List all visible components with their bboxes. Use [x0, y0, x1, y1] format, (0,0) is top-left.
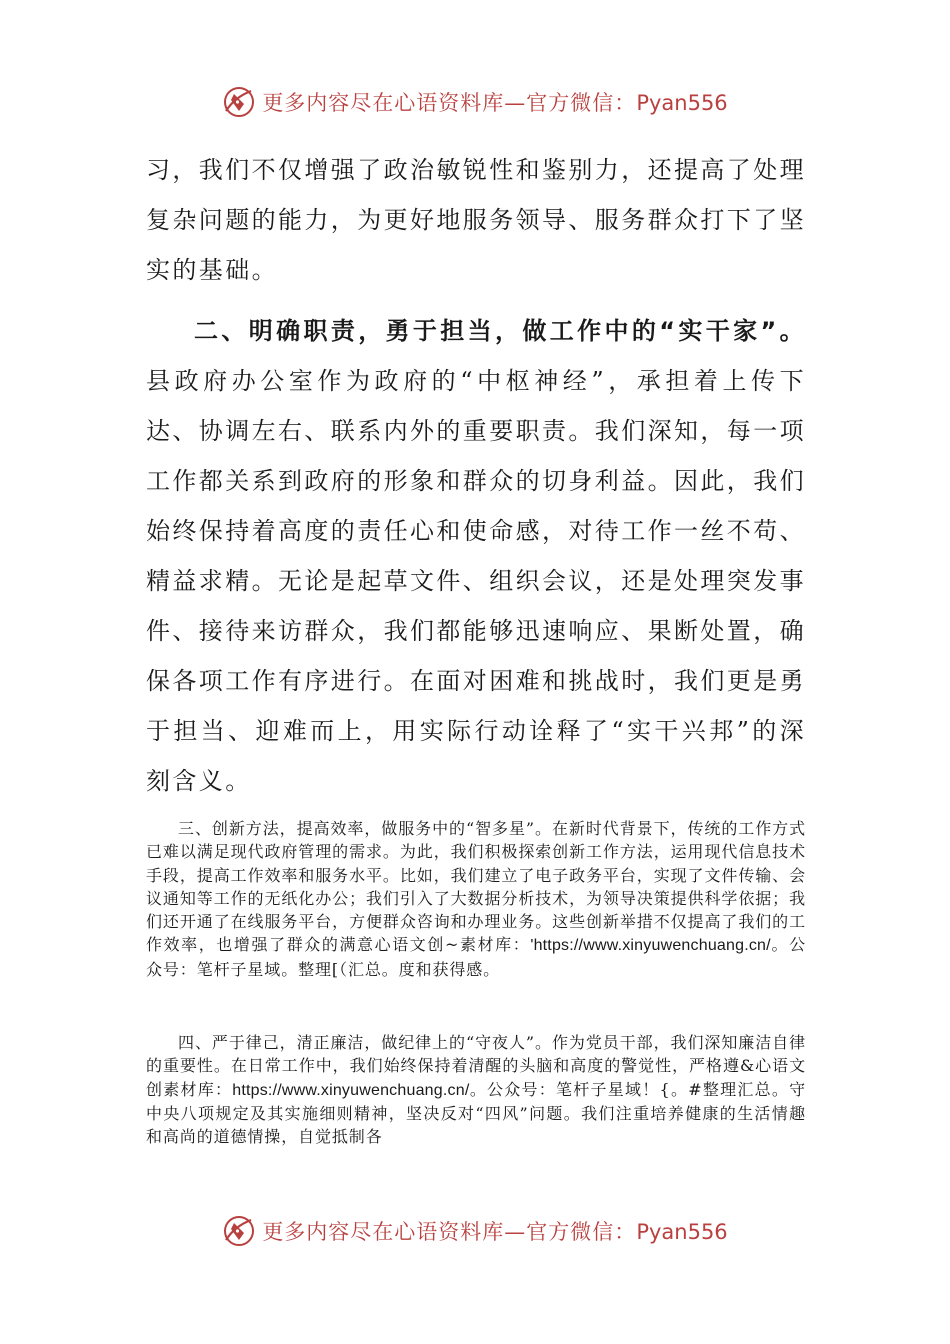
section-3-url: 'https://www.xinyuwenchuang.cn/: [530, 937, 771, 955]
section-3: 三、创新方法，提高效率，做服务中的“智多星”。在新时代背景下，传统的工作方式已难以满足现代政府管理的需求。为此，我们积极探索创新工作方法，运用现代信息技术手段，提高工作效率和服务水平。比如，我们建立了电子政务平台，实现了文件传输、会议通知等工作的无纸化办公；我们引入了大数据分析技术，为领导决策提供科学依据；我们还开通了在线服务平台，方便群众咨询和办理业务。这些创新举措不仅提高了我们的工作效率，也增强了群众的满意心语文创~素材库：'https://www.xinyuwenchuang.cn/。公众号：笔杆子星域。整理[（汇总。度和获得感。: [146, 819, 806, 979]
footer-banner-text: 更多内容尽在心语资料库—官方微信：Pyan556: [262, 1220, 728, 1244]
continuation-paragraph: 习，我们不仅增强了政治敏锐性和鉴别力，还提高了处理复杂问题的能力，为更好地服务领导、服务群众打下了坚实的基础。: [146, 156, 806, 284]
header-banner: [0, 82, 950, 122]
section-2-text: 县政府办公室作为政府的“中枢神经”，承担着上传下达、协调左右、联系内外的重要职责。我们深知，每一项工作都关系到政府的形象和群众的切身利益。因此，我们始终保持着高度的责任心和使命感，对待工作一丝不苟、精益求精。无论是起草文件、组织会议，还是处理突发事件、接待来访群众，我们都能够迅速响应、果断处置，确保各项工作有序进行。在面对困难和挑战时，我们更是勇于担当、迎难而上，用实际行动诠释了“实干兴邦”的深刻含义。: [146, 367, 806, 795]
header-banner-text: 更多内容尽在心语资料库—官方微信：Pyan556: [262, 91, 728, 115]
section-2: [146, 306, 806, 806]
footer-wechat-id: Pyan556: [636, 1220, 728, 1244]
pen-nib-logo-icon: [222, 85, 256, 119]
section-4-url: https://www.xinyuwenchuang.cn/: [232, 1081, 470, 1099]
section-2-heading: 二、明确职责，勇于担当，做工作中的“实干家”。: [194, 317, 806, 345]
section-4: 四、严于律己，清正廉洁，做纪律上的“守夜人”。作为党员干部，我们深知廉洁自律的重要性。在日常工作中，我们始终保持着清醒的头脑和高度的警觉性，严格遵&心语文创素材库：https://www.xinyuwenchuang.cn/。公众号：笔杆子星域！{。#整理汇总。守中央八项规定及其实施细则精神，坚决反对“四风”问题。我们注重培养健康的生活情趣和高尚的道德情操，自觉抵制各: [146, 1033, 806, 1147]
footer-banner: [0, 1211, 950, 1251]
wechat-id: Pyan556: [636, 91, 728, 115]
pen-nib-logo-icon: [222, 1214, 256, 1248]
